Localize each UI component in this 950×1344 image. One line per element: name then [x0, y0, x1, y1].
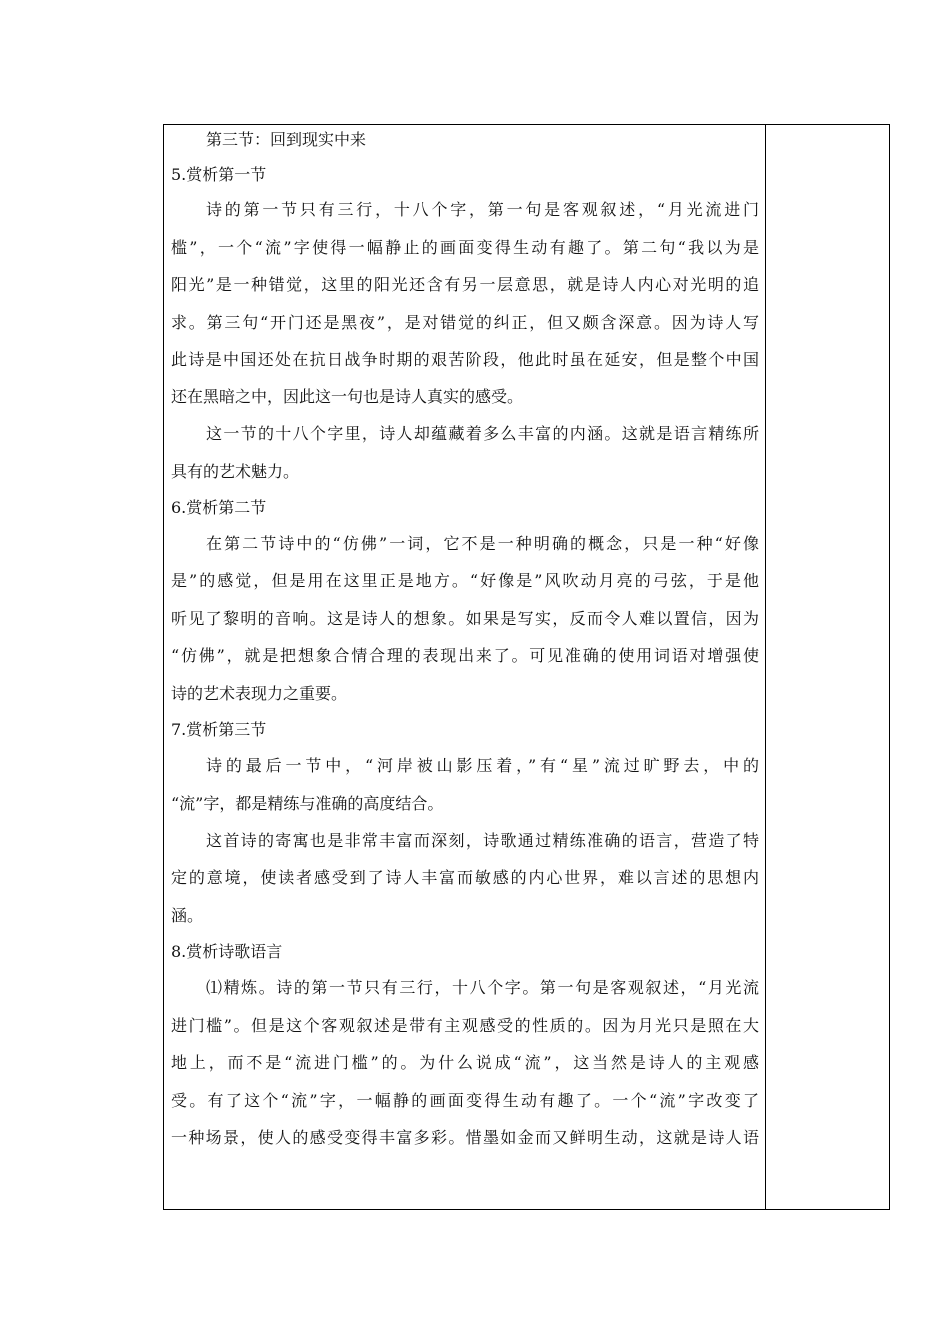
paragraph-line: 进门槛”。但是这个客观叙述是带有主观感受的性质的。因为月光只是照在大: [171, 1016, 759, 1035]
subheading: 5.赏析第一节: [171, 165, 267, 184]
paragraph-line: 诗的最后一节中，“河岸被山影压着，”有“星”流过旷野去，中的: [206, 756, 759, 775]
paragraph-line: “流”字，都是精练与准确的高度结合。: [171, 794, 444, 813]
paragraph-line: 在第二节诗中的“仿佛”一词，它不是一种明确的概念，只是一种“好像: [206, 534, 759, 553]
paragraph-line: 这首诗的寄寓也是非常丰富而深刻，诗歌通过精练准确的语言，营造了特: [206, 831, 759, 850]
notes-cell: [766, 125, 889, 1209]
paragraph-line: 求。第三句“开门还是黑夜”，是对错觉的纠正，但又颇含深意。因为诗人写: [171, 313, 759, 332]
paragraph-line: 槛”，一个“流”字使得一幅静止的画面变得生动有趣了。第二句“我以为是: [171, 238, 759, 257]
paragraph-line: 听见了黎明的音响。这是诗人的想象。如果是写实，反而令人难以置信，因为: [171, 609, 759, 628]
paragraph-line: 定的意境，使读者感受到了诗人丰富而敏感的内心世界，难以言述的思想内: [171, 868, 759, 887]
paragraph-line: 具有的艺术魅力。: [171, 462, 300, 481]
paragraph-line: “仿佛”，就是把想象合情合理的表现出来了。可见准确的使用词语对增强使: [171, 646, 759, 665]
paragraph-line: 诗的艺术表现力之重要。: [171, 684, 348, 703]
paragraph-line: 是”的感觉，但是用在这里正是地方。“好像是”风吹动月亮的弓弦，于是他: [171, 571, 759, 590]
paragraph-line: 受。有了这个“流”字，一幅静的画面变得生动有趣了。一个“流”字改变了: [171, 1091, 759, 1110]
subheading: 8.赏析诗歌语言: [171, 942, 283, 961]
paragraph-line: ⑴精炼。诗的第一节只有三行，十八个字。第一句是客观叙述，“月光流: [206, 978, 759, 997]
paragraph-line: 诗的第一节只有三行，十八个字，第一句是客观叙述，“月光流进门: [206, 200, 759, 219]
section-heading: 第三节：回到现实中来: [206, 130, 367, 149]
paragraph-line: 阳光”是一种错觉，这里的阳光还含有另一层意思，就是诗人内心对光明的追: [171, 275, 759, 294]
paragraph-line: 还在黑暗之中，因此这一句也是诗人真实的感受。: [171, 387, 524, 406]
paragraph-line: 这一节的十八个字里，诗人却蕴藏着多么丰富的内涵。这就是语言精练所: [206, 424, 759, 443]
paragraph-line: 地上，而不是“流进门槛”的。为什么说成“流”，这当然是诗人的主观感: [171, 1053, 759, 1072]
paragraph-line: 此诗是中国还处在抗日战争时期的艰苦阶段，他此时虽在延安，但是整个中国: [171, 350, 759, 369]
paragraph-line: 一种场景，使人的感受变得丰富多彩。惜墨如金而又鲜明生动，这就是诗人语: [171, 1128, 759, 1147]
paragraph-line: 涵。: [171, 906, 204, 925]
subheading: 7.赏析第三节: [171, 720, 267, 739]
subheading: 6.赏析第二节: [171, 498, 267, 517]
